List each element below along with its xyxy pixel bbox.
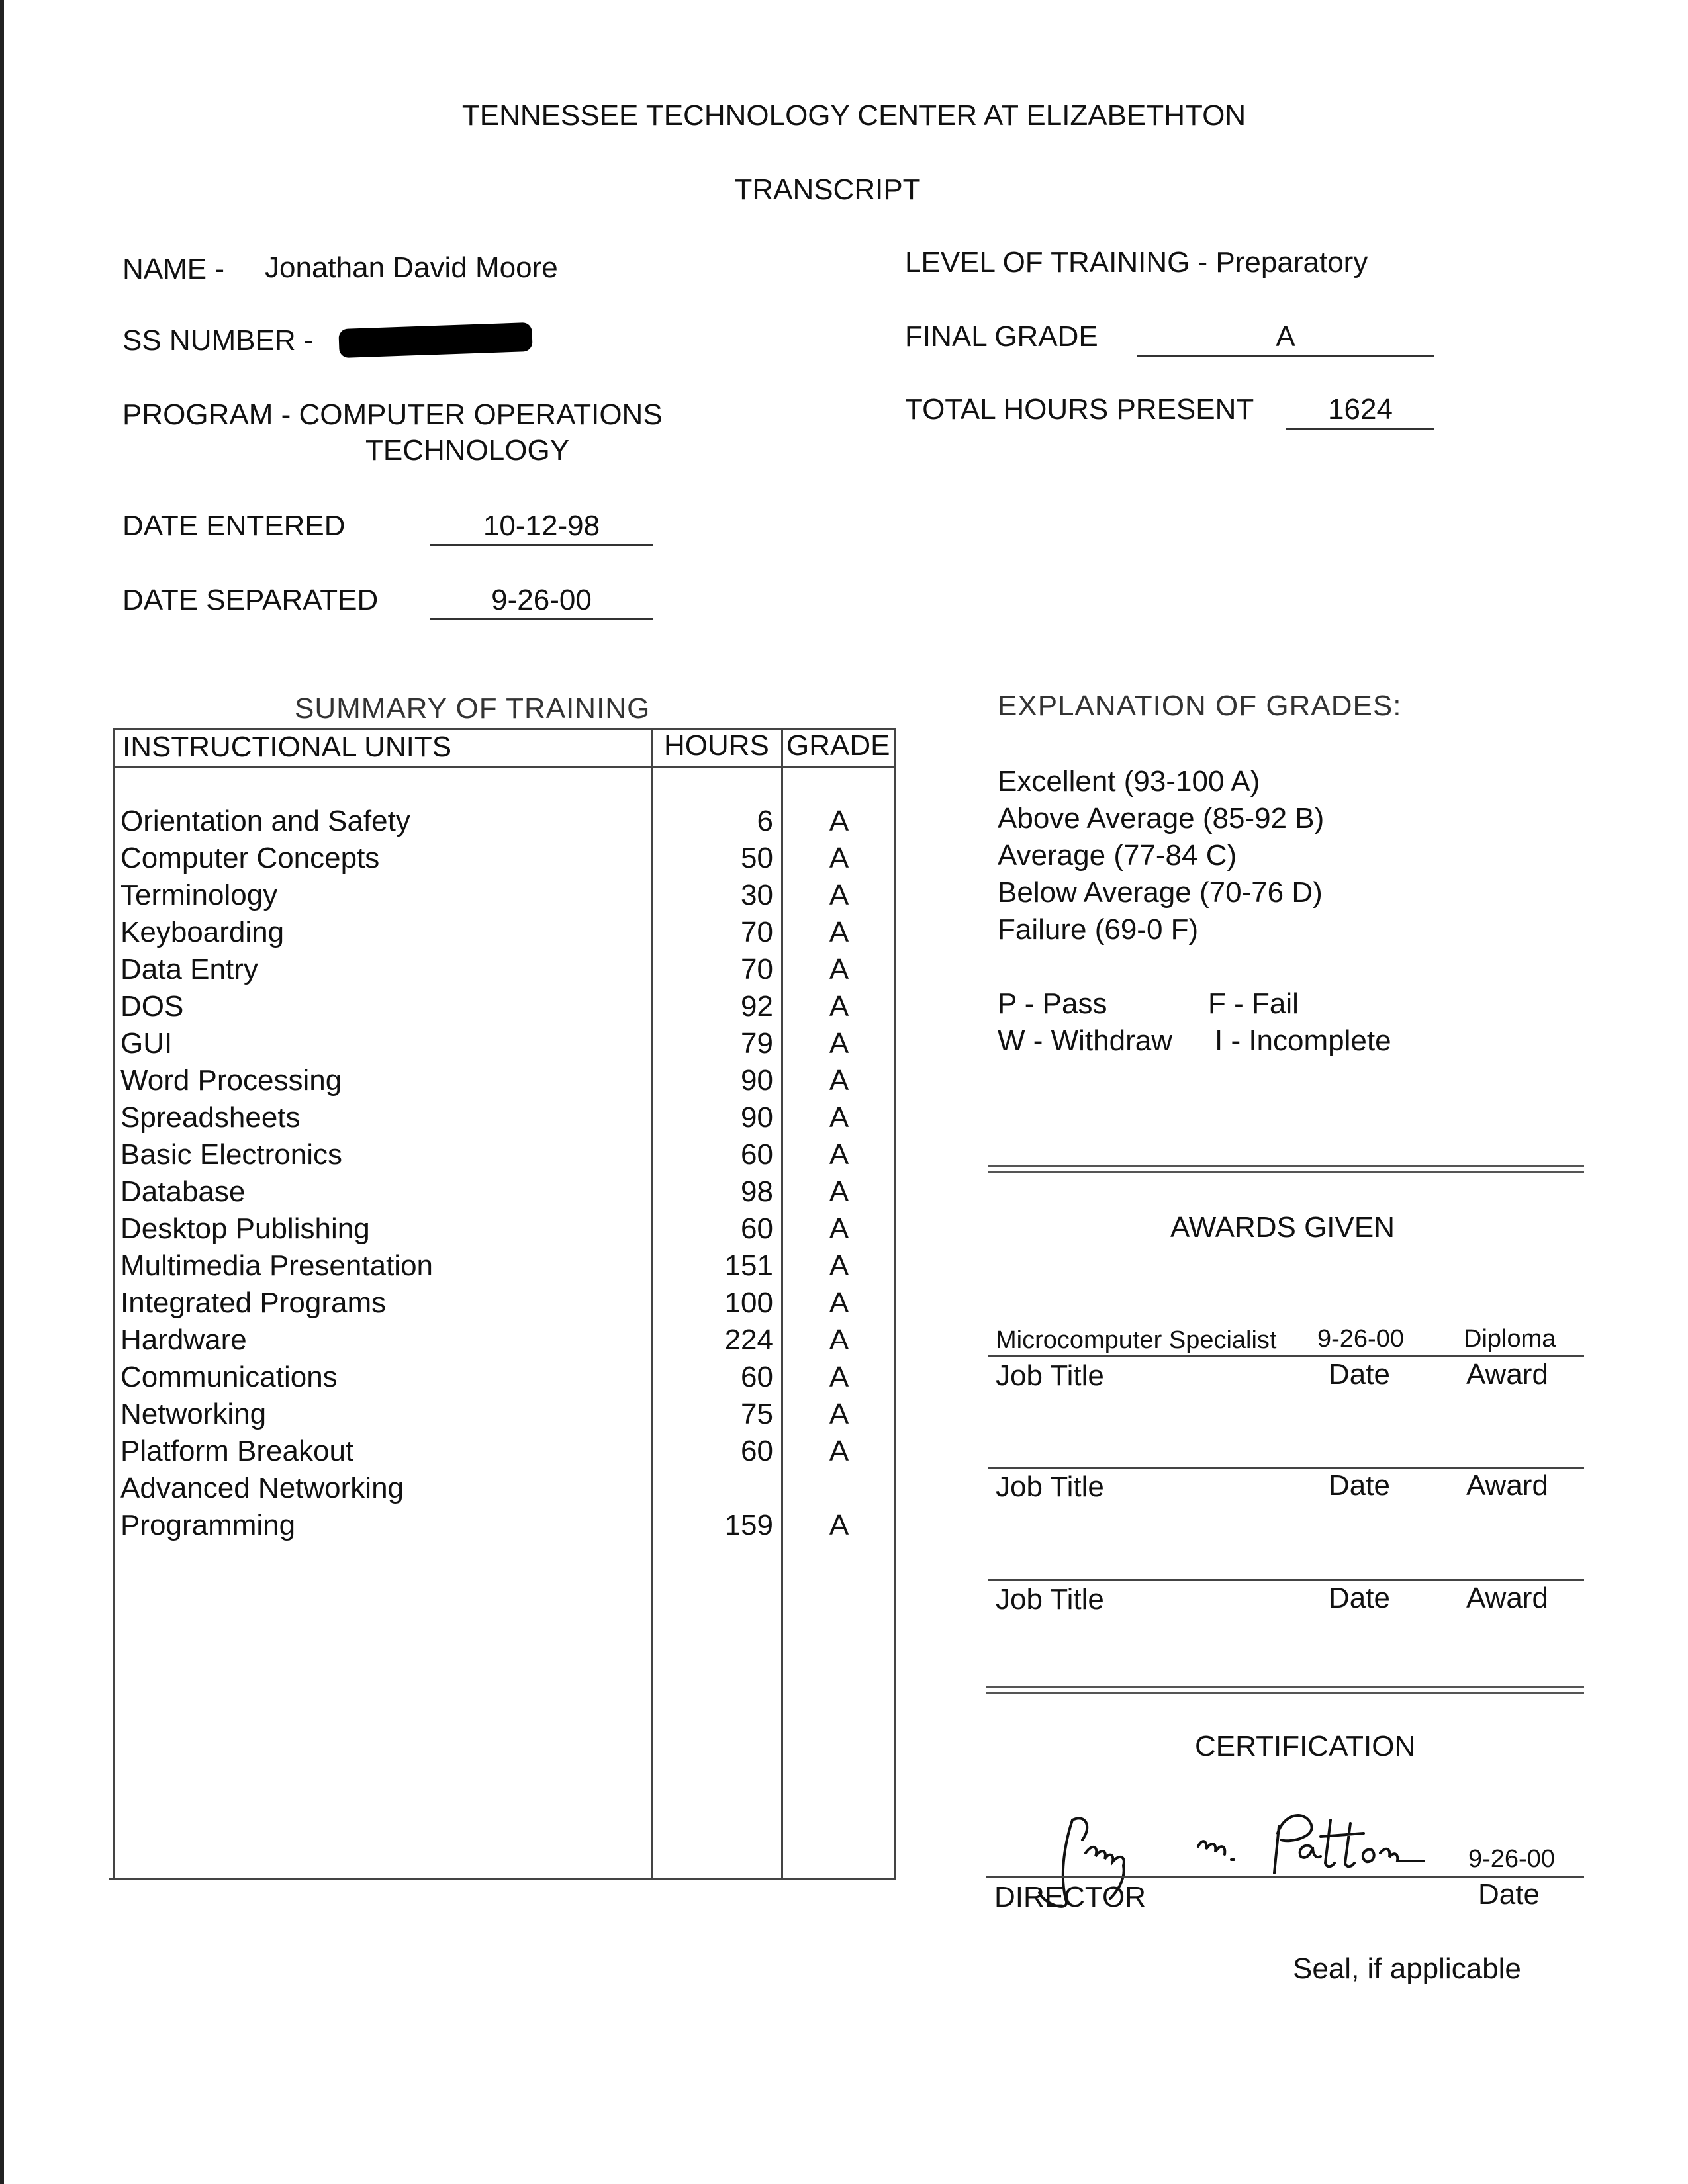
unit-name: Desktop Publishing [120, 1212, 370, 1245]
explanation-title: EXPLANATION OF GRADES: [998, 690, 1402, 722]
award-3-award-label: Award [1466, 1582, 1548, 1614]
unit-hours: 90 [741, 1101, 773, 1134]
unit-hours: 50 [741, 842, 773, 874]
unit-hours: 79 [741, 1027, 773, 1060]
unit-hours: 60 [741, 1435, 773, 1467]
award-1-award-value: Diploma [1464, 1325, 1556, 1353]
final-grade-underline [1137, 355, 1434, 357]
final-grade-value: A [1276, 320, 1295, 353]
date-entered-label: DATE ENTERED [122, 510, 346, 542]
unit-hours: 151 [724, 1250, 773, 1282]
total-hours-value: 1624 [1328, 393, 1393, 426]
col-header-grade: GRADE [786, 729, 890, 762]
unit-name: Programming [120, 1509, 296, 1541]
unit-grade: A [829, 1435, 849, 1467]
seal-note: Seal, if applicable [1293, 1952, 1521, 1985]
name-label: NAME - [122, 253, 224, 285]
unit-grade: A [829, 879, 849, 911]
award-1-date-label: Date [1329, 1358, 1390, 1390]
unit-hours: 224 [724, 1324, 773, 1356]
unit-name: Platform Breakout [120, 1435, 354, 1467]
unit-hours: 75 [741, 1398, 773, 1430]
award-2-job-label: Job Title [996, 1471, 1104, 1503]
code-fail: F - Fail [1208, 987, 1299, 1020]
award-2-date-label: Date [1329, 1469, 1390, 1502]
level-of-training: LEVEL OF TRAINING - Preparatory [905, 246, 1368, 279]
award-2-line [988, 1467, 1584, 1469]
award-1-line [988, 1355, 1584, 1357]
unit-grade: A [829, 805, 849, 837]
final-grade-label: FINAL GRADE [905, 320, 1098, 353]
table-bottom-border [109, 1878, 896, 1880]
unit-hours: 70 [741, 916, 773, 948]
director-label: DIRECTOR [994, 1881, 1146, 1913]
table-header-border [113, 766, 896, 768]
date-entered-value: 10-12-98 [483, 510, 600, 542]
date-separated-label: DATE SEPARATED [122, 584, 379, 616]
certification-date-value: 9-26-00 [1468, 1845, 1555, 1873]
unit-name: Multimedia Presentation [120, 1250, 434, 1282]
total-hours-underline [1286, 428, 1434, 430]
unit-grade: A [829, 1287, 849, 1319]
date-separated-underline [430, 618, 653, 620]
summary-title: SUMMARY OF TRAINING [295, 692, 651, 725]
award-3-date-label: Date [1329, 1582, 1390, 1614]
unit-name: Hardware [120, 1324, 247, 1356]
unit-grade: A [829, 842, 849, 874]
unit-grade: A [829, 953, 849, 985]
signature-line [986, 1876, 1584, 1878]
grade-scale-excellent: Excellent (93-100 A) [998, 765, 1260, 797]
scan-edge [0, 0, 4, 2184]
unit-hours: 70 [741, 953, 773, 985]
unit-grade: A [829, 1398, 849, 1430]
unit-name: Integrated Programs [120, 1287, 387, 1319]
unit-name: Networking [120, 1398, 267, 1430]
unit-grade: A [829, 916, 849, 948]
name-value: Jonathan David Moore [265, 251, 558, 284]
ss-number-redaction [338, 322, 532, 358]
award-3-line [988, 1579, 1584, 1581]
unit-hours: 98 [741, 1175, 773, 1208]
table-left-border [113, 728, 115, 1880]
code-withdraw: W - Withdraw [998, 1024, 1172, 1057]
certification-date-label: Date [1478, 1878, 1540, 1911]
unit-hours: 60 [741, 1212, 773, 1245]
unit-grade: A [829, 1138, 849, 1171]
award-2-award-label: Award [1466, 1469, 1548, 1502]
table-divider-hours [651, 728, 653, 1880]
unit-name: Computer Concepts [120, 842, 380, 874]
awards-title: AWARDS GIVEN [1170, 1211, 1395, 1244]
unit-hours: 6 [757, 805, 773, 837]
total-hours-label: TOTAL HOURS PRESENT [905, 393, 1254, 426]
col-header-units: INSTRUCTIONAL UNITS [122, 731, 452, 763]
certification-title: CERTIFICATION [1195, 1730, 1416, 1762]
unit-grade: A [829, 1250, 849, 1282]
table-divider-grade [781, 728, 783, 1880]
unit-name: Basic Electronics [120, 1138, 343, 1171]
award-1-award-label: Award [1466, 1358, 1548, 1390]
unit-name: Data Entry [120, 953, 258, 985]
unit-hours: 60 [741, 1361, 773, 1393]
unit-grade: A [829, 1064, 849, 1097]
explanation-divider [988, 1165, 1584, 1173]
unit-grade: A [829, 1027, 849, 1060]
date-entered-underline [430, 544, 653, 546]
unit-name: Communications [120, 1361, 338, 1393]
unit-grade: A [829, 1509, 849, 1541]
unit-grade: A [829, 1361, 849, 1393]
col-header-hours: HOURS [664, 729, 769, 762]
unit-grade: A [829, 1101, 849, 1134]
grade-scale-failure: Failure (69-0 F) [998, 913, 1199, 946]
grade-scale-above-average: Above Average (85-92 B) [998, 802, 1325, 835]
grade-scale-average: Average (77-84 C) [998, 839, 1237, 872]
unit-name: Orientation and Safety [120, 805, 410, 837]
unit-hours: 159 [724, 1509, 773, 1541]
unit-grade: A [829, 990, 849, 1023]
unit-name: Keyboarding [120, 916, 285, 948]
unit-hours: 92 [741, 990, 773, 1023]
unit-name: Advanced Networking [120, 1472, 404, 1504]
program-label-line2: TECHNOLOGY [365, 434, 570, 467]
unit-hours: 60 [741, 1138, 773, 1171]
unit-hours: 90 [741, 1064, 773, 1097]
unit-name: GUI [120, 1027, 173, 1060]
ss-number-label: SS NUMBER - [122, 324, 314, 357]
unit-name: DOS [120, 990, 184, 1023]
unit-name: Word Processing [120, 1064, 342, 1097]
unit-name: Spreadsheets [120, 1101, 301, 1134]
code-pass: P - Pass [998, 987, 1107, 1020]
unit-grade: A [829, 1212, 849, 1245]
awards-divider [986, 1686, 1584, 1694]
unit-grade: A [829, 1324, 849, 1356]
document-title: TRANSCRIPT [734, 173, 921, 206]
unit-grade: A [829, 1175, 849, 1208]
award-3-job-label: Job Title [996, 1583, 1104, 1615]
code-incomplete: I - Incomplete [1215, 1024, 1391, 1057]
unit-hours: 100 [724, 1287, 773, 1319]
table-right-border [894, 728, 896, 1880]
unit-name: Terminology [120, 879, 278, 911]
award-1-job-title-value: Microcomputer Specialist [996, 1326, 1277, 1354]
award-1-date-value: 9-26-00 [1317, 1325, 1404, 1353]
institution-title: TENNESSEE TECHNOLOGY CENTER AT ELIZABETHTON [461, 99, 1246, 132]
unit-hours: 30 [741, 879, 773, 911]
table-top-border [113, 728, 896, 730]
program-label: PROGRAM - COMPUTER OPERATIONS [122, 398, 663, 431]
unit-name: Database [120, 1175, 246, 1208]
award-1-job-label: Job Title [996, 1359, 1104, 1392]
grade-scale-below-average: Below Average (70-76 D) [998, 876, 1323, 909]
date-separated-value: 9-26-00 [491, 584, 592, 616]
